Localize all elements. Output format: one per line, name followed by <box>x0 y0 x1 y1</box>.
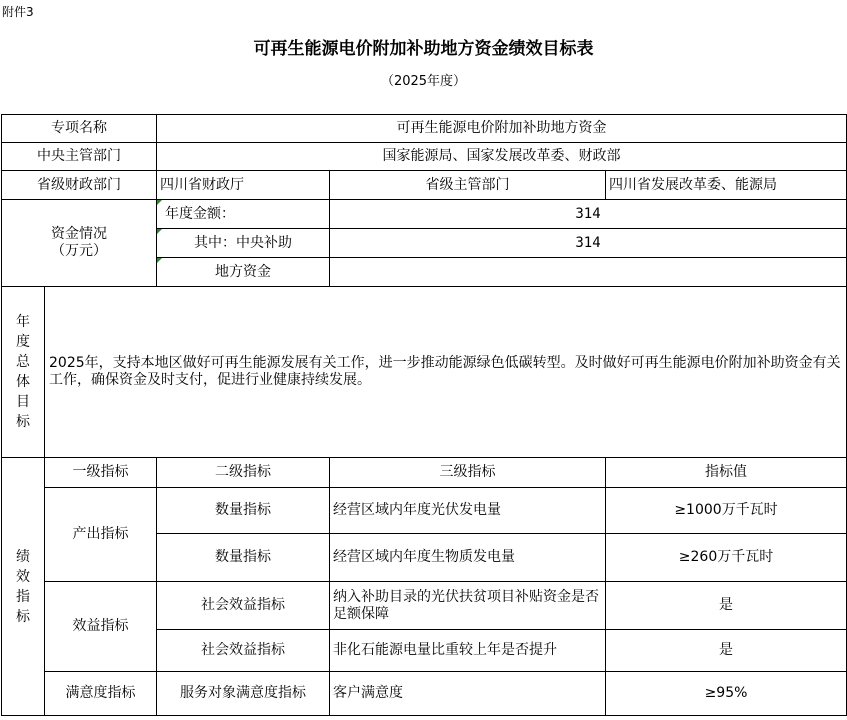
row-level2: 服务对象满意度指标 <box>157 672 330 716</box>
row-level3: 纳入补助目录的光伏扶贫项目补贴资金是否足额保障 <box>330 582 606 630</box>
central-dept-label: 中央主管部门 <box>2 143 157 171</box>
row-level3: 客户满意度 <box>330 672 606 716</box>
row-value: 是 <box>606 630 847 672</box>
row-level2: 社会效益指标 <box>157 630 330 672</box>
page-title: 可再生能源电价附加补助地方资金绩效目标表 <box>253 39 594 59</box>
row-level3: 经营区域内年度光伏发电量 <box>330 488 606 534</box>
header-level2: 二级指标 <box>157 458 330 488</box>
row-central-dept <box>2 143 847 171</box>
row-value: ≥1000万千瓦时 <box>606 488 847 534</box>
prov-finance-label: 省级财政部门 <box>2 171 157 200</box>
row-annual-amount <box>2 200 847 229</box>
central-subsidy-label: 其中：中央补助 <box>157 229 330 258</box>
header-value: 指标值 <box>606 458 847 488</box>
attachment-label: 附件3 <box>2 5 34 19</box>
annual-amount-label: 年度金额： <box>157 200 330 229</box>
central-dept-value: 国家能源局、国家发展改革委、财政部 <box>157 143 847 171</box>
project-name-value: 可再生能源电价附加补助地方资金 <box>157 115 847 143</box>
annual-goal-text: 2025年，支持本地区做好可再生能源发展有关工作，进一步推动能源绿色低碳转型。及时做好可再生能源电价附加补助资金有关工作，确保资金及时支付，促进行业健康持续发展。 <box>45 287 847 458</box>
prov-dept-value: 四川省发展改革委、能源局 <box>606 171 847 200</box>
central-subsidy-value: 314 <box>330 229 847 258</box>
table-row <box>2 672 847 716</box>
row-value: ≥260万千瓦时 <box>606 534 847 582</box>
annual-goal-label: 年度总体目标 <box>16 314 30 430</box>
row-headers <box>2 458 847 488</box>
row-level2: 社会效益指标 <box>157 582 330 630</box>
row-level2: 数量指标 <box>157 488 330 534</box>
row-annual-goal <box>2 287 847 458</box>
funds-label: 资金情况 （万元） <box>2 200 157 287</box>
row-provincial <box>2 171 847 200</box>
table-row <box>2 488 847 534</box>
header-level3: 三级指标 <box>330 458 606 488</box>
prov-dept-label: 省级主管部门 <box>330 171 606 200</box>
row-level3: 经营区域内年度生物质发电量 <box>330 534 606 582</box>
table-row <box>2 582 847 630</box>
project-name-label: 专项名称 <box>2 115 157 143</box>
row-level2: 数量指标 <box>157 534 330 582</box>
row-value: 是 <box>606 582 847 630</box>
group-output: 产出指标 <box>45 488 157 582</box>
annual-amount-value: 314 <box>330 200 847 229</box>
row-level3: 非化石能源电量比重较上年是否提升 <box>330 630 606 672</box>
performance-table <box>1 114 847 716</box>
header-level1: 一级指标 <box>45 458 157 488</box>
row-value: ≥95% <box>606 672 847 716</box>
group-satisfaction: 满意度指标 <box>45 672 157 716</box>
perf-label: 绩效指标 <box>16 548 30 625</box>
row-project-name <box>2 115 847 143</box>
perf-label-cell <box>2 458 45 716</box>
prov-finance-value: 四川省财政厅 <box>157 171 330 200</box>
local-funds-label: 地方资金 <box>157 258 330 287</box>
group-benefit: 效益指标 <box>45 582 157 672</box>
annual-goal-label-cell <box>2 287 45 458</box>
year-label: （2025年度） <box>380 74 467 89</box>
local-funds-value <box>330 258 847 287</box>
